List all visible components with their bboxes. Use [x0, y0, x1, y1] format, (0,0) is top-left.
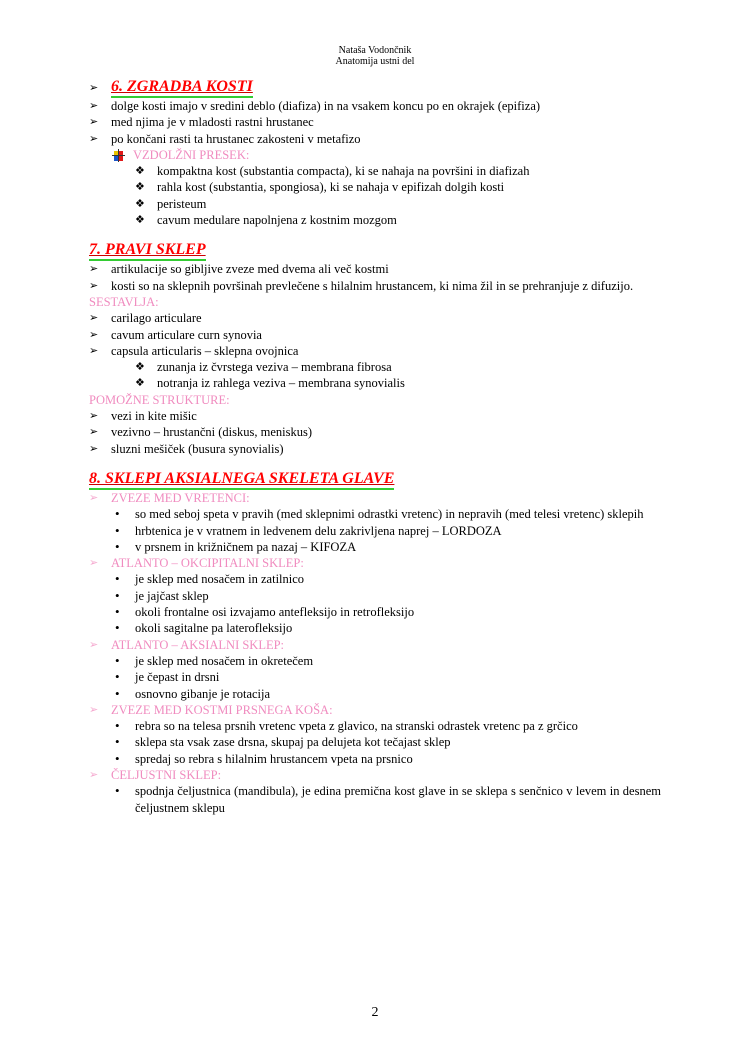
list-item: [89, 98, 661, 114]
list-item-text: po končani rasti ta hrustanec zakosteni v metafizo: [111, 131, 361, 146]
subheading-sestavlja: SESTAVLJA:: [89, 294, 159, 309]
group-heading-row: [89, 767, 661, 783]
dot-bullet-icon: •: [115, 783, 120, 799]
list-item-text: je sklep med nosačem in zatilnico: [135, 572, 305, 587]
arrow-bullet-icon: ➢: [89, 262, 99, 276]
list-item-text: med njima je v mladosti rastni hrustanec: [111, 115, 314, 130]
list-item: [113, 588, 661, 604]
dot-bullet-icon: •: [115, 506, 120, 522]
arrow-bullet-icon: ➢: [89, 637, 99, 651]
list-item-text: hrbtenica je v vratnem in ledvenem delu zakrivljena naprej – LORDOZA: [135, 523, 502, 538]
list-item-text: kompaktna kost (substantia compacta), ki se nahaja na površini in diafizah: [157, 164, 530, 179]
list-item-text: kosti so na sklepnih površinah prevlečene s hilalnim hrustancem, ki nima žil in se prehranjuje z difuzijo.: [111, 278, 634, 293]
section-8-title: 8. SKLEPI AKSIALNEGA SKELETA GLAVE: [89, 470, 394, 490]
diamond-bullet-icon: ❖: [135, 164, 145, 178]
list-item-text: v prsnem in križničnem pa nazaj – KIFOZA: [135, 539, 357, 554]
arrow-bullet-icon: ➢: [89, 441, 99, 455]
dot-bullet-icon: •: [115, 522, 120, 538]
diamond-bullet-icon: ❖: [135, 213, 145, 227]
list-item-text: peristeum: [157, 196, 207, 211]
subheading-pomozne-strukture: POMOŽNE STRUKTURE:: [89, 392, 230, 407]
list-item-text: cavum articulare curn synovia: [111, 327, 262, 342]
list-item-text: je čepast in drsni: [135, 670, 220, 685]
list-item: [89, 375, 661, 391]
list-item: [113, 604, 661, 620]
dot-bullet-icon: •: [115, 604, 120, 620]
colored-cross-bullet-icon: [111, 147, 133, 163]
list-item: [113, 539, 661, 555]
group-heading-row: [89, 555, 661, 571]
list-item: [89, 163, 661, 179]
list-item-text: sklepa sta vsak zase drsna, skupaj pa delujeta kot tečajast sklep: [135, 735, 451, 750]
list-item: [89, 278, 661, 294]
arrow-bullet-icon: ➢: [89, 556, 99, 570]
dot-bullet-icon: •: [115, 750, 120, 766]
section-7-title: 7. PRAVI SKLEP: [89, 241, 206, 261]
list-item-text: carilago articulare: [111, 311, 202, 326]
arrow-bullet-icon: ➢: [89, 490, 99, 504]
diamond-bullet-icon: ❖: [135, 196, 145, 210]
list-item: [89, 441, 661, 457]
arrow-bullet-icon: ➢: [89, 425, 99, 439]
dot-bullet-icon: •: [115, 571, 120, 587]
list-item-text: vezi in kite mišic: [111, 409, 197, 424]
list-item-text: osnovno gibanje je rotacija: [135, 686, 271, 701]
group-heading-row: [89, 637, 661, 653]
group-heading: ATLANTO – AKSIALNI SKLEP:: [111, 637, 285, 652]
list-item: [89, 261, 661, 277]
list-item-text: rahla kost (substantia, spongiosa), ki se nahaja v epifizah dolgih kosti: [157, 180, 505, 195]
list-item: [113, 669, 661, 685]
dot-bullet-icon: •: [115, 734, 120, 750]
arrow-bullet-icon: ➢: [89, 81, 99, 94]
list-item-text: okoli frontalne osi izvajamo antefleksijo in retrofleksijo: [135, 605, 415, 620]
list-item: [89, 310, 661, 326]
group-heading: ČELJUSTNI SKLEP:: [111, 767, 222, 782]
list-item-text: spodnja čeljustnica (mandibula), je edina premična kost glave in se sklepa s senčnico v levem in desnem čeljustnem sklepu: [135, 784, 661, 815]
list-item-text: zunanja iz čvrstega veziva – membrana fibrosa: [157, 360, 392, 375]
arrow-bullet-icon: ➢: [89, 343, 99, 357]
diamond-bullet-icon: ❖: [135, 376, 145, 390]
list-item: [113, 506, 661, 522]
arrow-bullet-icon: ➢: [89, 131, 99, 145]
dot-bullet-icon: •: [115, 685, 120, 701]
group-heading-row: [89, 490, 661, 506]
header-author: Nataša Vodončnik: [338, 45, 412, 56]
section-8-heading-row: [89, 470, 661, 490]
arrow-bullet-icon: ➢: [89, 115, 99, 129]
arrow-bullet-icon: ➢: [89, 278, 99, 292]
section-6-heading-row: [89, 78, 661, 98]
list-item: [113, 523, 661, 539]
list-item-text: vezivno – hrustančni (diskus, meniskus): [111, 425, 313, 440]
list-item: [89, 179, 661, 195]
list-item: [113, 751, 661, 767]
arrow-bullet-icon: ➢: [89, 327, 99, 341]
arrow-bullet-icon: ➢: [89, 311, 99, 325]
list-item: [89, 408, 661, 424]
dot-bullet-icon: •: [115, 587, 120, 603]
dot-bullet-icon: •: [115, 538, 120, 554]
page-content: [89, 78, 661, 816]
list-item-text: spredaj so rebra s hilalnim hrustancem vpeta na prsnico: [135, 751, 413, 766]
group-heading: ATLANTO – OKCIPITALNI SKLEP:: [111, 556, 304, 571]
dot-bullet-icon: •: [115, 652, 120, 668]
list-item: [113, 783, 661, 816]
subheading-vzdolzni-presek: VZDOLŽNI PRESEK:: [133, 147, 250, 162]
list-item-text: so med seboj speta v pravih (med sklepnimi odrastki vretenc) in nepravih (med telesi vretenc) sklepih: [135, 507, 644, 522]
list-item-text: dolge kosti imajo v sredini deblo (diafiza) in na vsakem koncu po en okrajek (epifiza): [111, 99, 541, 113]
spacer: [89, 457, 661, 470]
subheading-row: [89, 147, 661, 163]
group-heading: ZVEZE MED VRETENCI:: [111, 490, 250, 505]
arrow-bullet-icon: ➢: [89, 767, 99, 781]
list-item: [89, 131, 661, 147]
diamond-bullet-icon: ❖: [135, 180, 145, 194]
list-item: [113, 686, 661, 702]
list-item: [113, 620, 661, 636]
list-item: [89, 359, 661, 375]
list-item-text: je sklep med nosačem in okretečem: [135, 653, 314, 668]
group-heading-row: [89, 702, 661, 718]
list-item-text: notranja iz rahlega veziva – membrana synovialis: [157, 376, 405, 391]
list-item-text: capsula articularis – sklepna ovojnica: [111, 343, 299, 358]
diamond-bullet-icon: ❖: [135, 360, 145, 374]
page-header: [0, 45, 750, 67]
header-subtitle: Anatomija ustni del: [335, 56, 415, 67]
arrow-bullet-icon: ➢: [89, 409, 99, 423]
arrow-bullet-icon: ➢: [89, 99, 99, 112]
list-item-text: cavum medulare napolnjena z kostnim mozgom: [157, 213, 397, 228]
dot-bullet-icon: •: [115, 669, 120, 685]
list-item: [113, 571, 661, 587]
list-item: [113, 653, 661, 669]
list-item: [113, 734, 661, 750]
dot-bullet-icon: •: [115, 620, 120, 636]
section-7-heading-row: [89, 241, 661, 261]
list-item: [113, 718, 661, 734]
section-6-title: 6. ZGRADBA KOSTI: [111, 78, 253, 98]
list-item-text: rebra so na telesa prsnih vretenc vpeta z glavico, na stranski odrastek vretenc pa z grčico: [135, 719, 578, 734]
arrow-bullet-icon: ➢: [89, 702, 99, 716]
list-item: [89, 424, 661, 440]
list-item-text: sluzni mešiček (busura synovialis): [111, 441, 284, 456]
list-item: [89, 212, 661, 228]
spacer: [89, 228, 661, 241]
list-item-text: je jajčast sklep: [135, 588, 209, 603]
list-item: [89, 114, 661, 130]
dot-bullet-icon: •: [115, 718, 120, 734]
list-item-text: okoli sagitalne pa laterofleksijo: [135, 621, 293, 636]
page-number: 2: [371, 1005, 379, 1020]
list-item: [89, 343, 661, 359]
list-item-text: artikulacije so gibljive zveze med dvema ali več kostmi: [111, 262, 389, 277]
list-item: [89, 327, 661, 343]
list-item: [89, 196, 661, 212]
group-heading: ZVEZE MED KOSTMI PRSNEGA KOŠA:: [111, 702, 333, 717]
